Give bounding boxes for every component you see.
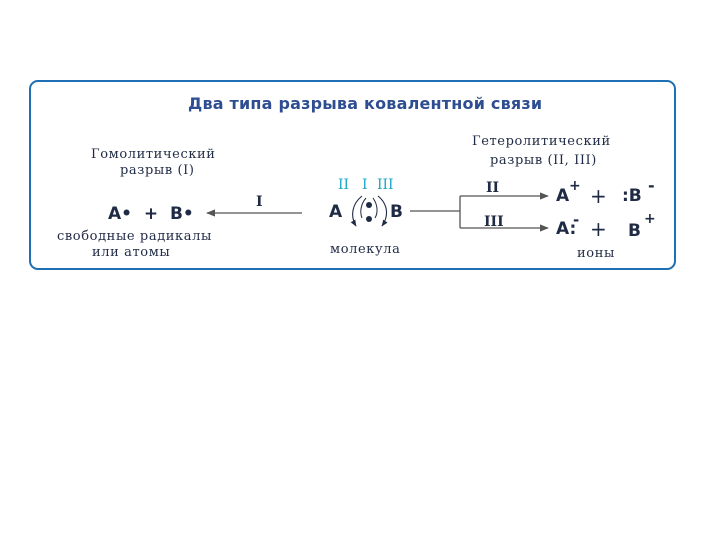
row2-plus: + [590,217,607,241]
molecule-caption: молекула [330,242,401,257]
heterolytic-heading-line1: Гетеролитический [472,134,611,149]
homolytic-caption-line1: свободные радикалы [57,229,212,244]
ion-a-anion: A: [556,219,577,239]
ion-b-anion: :B [622,186,642,206]
curved-arrow-i-right [373,198,377,218]
heterolytic-heading-line2: разрыв (II, III) [490,153,597,168]
ion-b-cation: B [628,221,641,241]
molecule-atom-a: A [329,202,343,222]
heterolytic-caption: ионы [577,246,615,261]
ion-a-cation: A [556,186,570,206]
row1-plus: + [590,184,607,208]
diagram-title: Два типа разрыва ковалентной связи [188,94,543,113]
ion-a-anion-charge: - [573,211,580,229]
bond-electron-2 [366,216,372,222]
mark-i: I [362,177,368,193]
branch-label-iii: III [484,214,504,230]
curved-arrow-i-left [361,198,366,218]
homolytic-heading-line1: Гомолитический [91,147,216,162]
ion-b-cation-charge: + [644,211,656,227]
ion-a-cation-charge: + [569,178,581,194]
homolytic-caption-line2: или атомы [92,245,171,260]
homolytic-heading-line2: разрыв (I) [120,163,195,178]
homolytic-products: A• + B• [108,204,194,224]
ion-b-anion-charge: - [648,176,655,195]
curved-arrow-iii [378,196,387,226]
bond-electron-1 [366,202,372,208]
molecule-atom-b: B [390,202,403,222]
mark-iii: III [377,177,394,193]
mark-ii: II [338,177,350,193]
homolytic-arrow-label: I [256,194,263,210]
branch-label-ii: II [486,180,500,196]
